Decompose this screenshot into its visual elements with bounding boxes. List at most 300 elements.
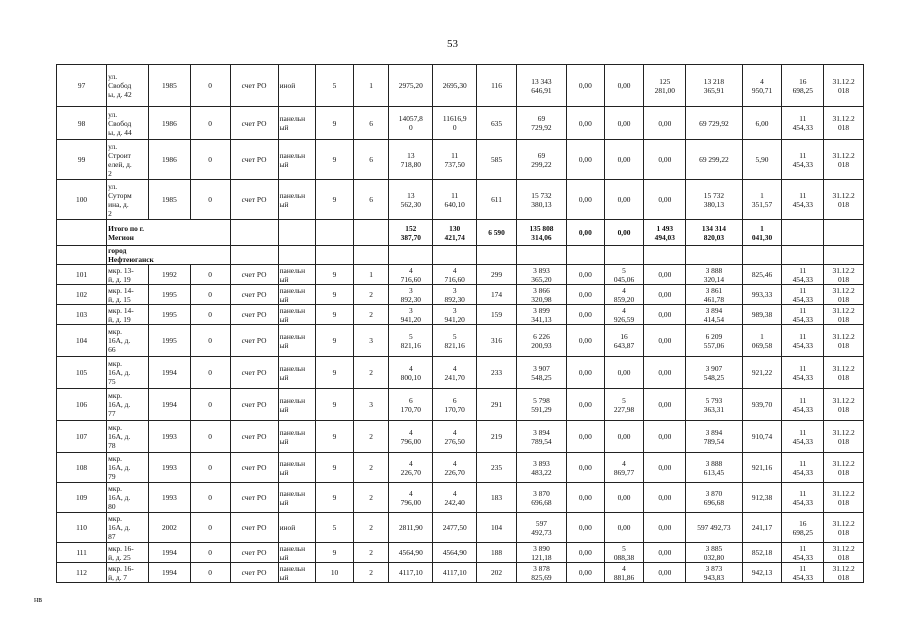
table-cell: 4 716,60 <box>389 265 433 285</box>
page-number: 53 <box>447 38 458 50</box>
table-cell: 3 890 121,18 <box>516 543 566 563</box>
table-cell: 3 861 461,78 <box>686 285 742 305</box>
table-row <box>57 265 864 285</box>
table-cell: 9 <box>316 421 354 453</box>
table-cell: 2811,90 <box>389 513 433 543</box>
table-cell: панельн ый <box>278 543 316 563</box>
table-cell: счет РО <box>230 305 278 325</box>
table-cell: 1994 <box>148 389 190 421</box>
table-row <box>57 563 864 583</box>
table-cell: мкр. 13- й, д. 19 <box>107 265 149 285</box>
table-cell: 31.12.2 018 <box>824 107 864 140</box>
table-cell: 0 <box>190 563 230 583</box>
table-cell: 202 <box>477 563 517 583</box>
table-cell: 299 <box>477 265 517 285</box>
table-cell: 0,00 <box>644 513 686 543</box>
table-cell: 11 454,33 <box>782 357 824 389</box>
table-cell: 31.12.2 018 <box>824 305 864 325</box>
table-cell: 10 <box>316 563 354 583</box>
table-cell: 910,74 <box>742 421 782 453</box>
table-cell: 0,00 <box>644 265 686 285</box>
table-cell: 174 <box>477 285 517 305</box>
table-cell: 0,00 <box>567 305 605 325</box>
table-cell: 11 454,33 <box>782 389 824 421</box>
table-cell: 0 <box>190 389 230 421</box>
table-cell: 3 907 548,25 <box>516 357 566 389</box>
table-cell: 1994 <box>148 563 190 583</box>
table-cell: 183 <box>477 483 517 513</box>
table-cell: 130 421,74 <box>433 220 477 246</box>
table-cell: 0,00 <box>644 357 686 389</box>
table-cell: 31.12.2 018 <box>824 65 864 107</box>
table-cell: 1986 <box>148 107 190 140</box>
table-cell: 69 299,22 <box>686 140 742 180</box>
table-cell: 4 800,10 <box>389 357 433 389</box>
table-cell: 1985 <box>148 65 190 107</box>
table-cell <box>278 220 316 246</box>
table-cell: 102 <box>57 285 107 305</box>
table-cell: 5 <box>316 513 354 543</box>
table-cell: 1993 <box>148 453 190 483</box>
table-cell: 116 <box>477 65 517 107</box>
table-cell <box>782 220 824 246</box>
table-cell: 4 241,70 <box>433 357 477 389</box>
table-cell: мкр. 14- й, д. 15 <box>107 285 149 305</box>
table-cell: 6 209 557,06 <box>686 325 742 357</box>
table-cell <box>782 246 824 265</box>
table-cell: панельн ый <box>278 140 316 180</box>
table-cell: 1986 <box>148 140 190 180</box>
table-cell: 4 926,59 <box>604 305 644 325</box>
table-cell: 0,00 <box>644 453 686 483</box>
table-cell: 0,00 <box>567 513 605 543</box>
table-cell: 597 492,73 <box>686 513 742 543</box>
table-cell: 4564,90 <box>433 543 477 563</box>
table-cell: 11 454,33 <box>782 140 824 180</box>
table-cell: 9 <box>316 483 354 513</box>
table-cell: 9 <box>316 357 354 389</box>
table-cell: 3 899 341,13 <box>516 305 566 325</box>
table-cell: 16 643,87 <box>604 325 644 357</box>
table-cell: счет РО <box>230 483 278 513</box>
table-cell: 11 454,33 <box>782 265 824 285</box>
table-row <box>57 453 864 483</box>
table-cell: счет РО <box>230 389 278 421</box>
table-cell <box>230 246 278 265</box>
table-cell: 31.12.2 018 <box>824 265 864 285</box>
table-row <box>57 543 864 563</box>
table-cell: 6 <box>353 107 389 140</box>
footer-mark: нв <box>34 595 43 604</box>
table-cell: 0,00 <box>604 65 644 107</box>
table-row <box>57 483 864 513</box>
table-cell: 0,00 <box>604 483 644 513</box>
table-cell: 912,38 <box>742 483 782 513</box>
table-cell: 1985 <box>148 180 190 220</box>
table-cell: 5 793 363,31 <box>686 389 742 421</box>
city-header-row <box>57 246 864 265</box>
table-cell: 5 227,98 <box>604 389 644 421</box>
table-cell: 3 <box>353 325 389 357</box>
table-cell: 98 <box>57 107 107 140</box>
table-cell: 0 <box>190 357 230 389</box>
housing-register-table <box>56 64 864 583</box>
table-row <box>57 325 864 357</box>
table-cell: 0,00 <box>567 563 605 583</box>
table-cell: панельн ый <box>278 483 316 513</box>
table-cell: панельн ый <box>278 389 316 421</box>
table-cell: 105 <box>57 357 107 389</box>
table-cell: 0 <box>190 543 230 563</box>
table-cell: 1 <box>353 65 389 107</box>
table-cell: 0,00 <box>567 389 605 421</box>
table-cell: мкр. 16А, д. 78 <box>107 421 149 453</box>
table-cell <box>567 246 605 265</box>
table-cell: 0,00 <box>567 65 605 107</box>
table-cell: 11 454,33 <box>782 543 824 563</box>
table-cell: мкр. 16А, д. 77 <box>107 389 149 421</box>
table-cell: счет РО <box>230 285 278 305</box>
table-cell: 2975,20 <box>389 65 433 107</box>
table-cell: 2 <box>353 305 389 325</box>
table-cell: 31.12.2 018 <box>824 389 864 421</box>
table-cell: иной <box>278 513 316 543</box>
table-cell: 5 798 591,29 <box>516 389 566 421</box>
table-row <box>57 357 864 389</box>
table-cell: 4 950,71 <box>742 65 782 107</box>
table-cell: 13 562,30 <box>389 180 433 220</box>
table-cell: 31.12.2 018 <box>824 325 864 357</box>
table-row <box>57 107 864 140</box>
table-row <box>57 180 864 220</box>
table-cell: 1995 <box>148 305 190 325</box>
table-cell: 11 737,50 <box>433 140 477 180</box>
table-cell: 4 226,70 <box>433 453 477 483</box>
table-cell: 0,00 <box>567 483 605 513</box>
table-cell: 0 <box>190 285 230 305</box>
table-cell: 112 <box>57 563 107 583</box>
table-cell: 0,00 <box>644 389 686 421</box>
table-cell: 3 870 696,68 <box>516 483 566 513</box>
table-cell <box>824 246 864 265</box>
table-cell <box>57 220 107 246</box>
total-row <box>57 220 864 246</box>
table-cell: ул. Суторм ина, д. 2 <box>107 180 149 220</box>
table-cell: 993,33 <box>742 285 782 305</box>
table-cell: счет РО <box>230 513 278 543</box>
table-cell: 5 <box>316 65 354 107</box>
table-cell: 3 893 483,22 <box>516 453 566 483</box>
table-cell: 2695,30 <box>433 65 477 107</box>
table-row <box>57 65 864 107</box>
table-cell: 13 718,80 <box>389 140 433 180</box>
table-cell: ул. Свобод ы, д. 44 <box>107 107 149 140</box>
table-cell: 134 314 820,03 <box>686 220 742 246</box>
table-cell: 0,00 <box>644 305 686 325</box>
table-cell: 825,46 <box>742 265 782 285</box>
table-cell: 11616,9 0 <box>433 107 477 140</box>
table-cell: 3 892,30 <box>389 285 433 305</box>
table-cell: 0 <box>190 107 230 140</box>
table-cell: 100 <box>57 180 107 220</box>
table-cell: 9 <box>316 265 354 285</box>
table-cell: мкр. 16- й, д. 25 <box>107 543 149 563</box>
table-cell: 31.12.2 018 <box>824 563 864 583</box>
table-cell: счет РО <box>230 265 278 285</box>
table-cell: 0,00 <box>567 180 605 220</box>
table-cell: 110 <box>57 513 107 543</box>
table-cell: 235 <box>477 453 517 483</box>
table-cell: 0 <box>190 513 230 543</box>
table-cell: 69 729,92 <box>516 107 566 140</box>
table-cell: 0 <box>190 305 230 325</box>
table-cell: 11 454,33 <box>782 453 824 483</box>
table-cell: 3 907 548,25 <box>686 357 742 389</box>
table-cell: 1995 <box>148 285 190 305</box>
table-cell <box>516 246 566 265</box>
total-label: Итого по г. Мегион <box>107 220 230 246</box>
table-cell: счет РО <box>230 543 278 563</box>
table-cell: 104 <box>57 325 107 357</box>
city-label: город Нефтеюганск <box>107 246 230 265</box>
table-cell: 0,00 <box>644 543 686 563</box>
table-cell: 4 881,86 <box>604 563 644 583</box>
table-cell: 1992 <box>148 265 190 285</box>
table-cell: 635 <box>477 107 517 140</box>
table-cell: иной <box>278 65 316 107</box>
table-cell: 1993 <box>148 421 190 453</box>
table-cell: 3 870 696,68 <box>686 483 742 513</box>
table-cell: 1994 <box>148 543 190 563</box>
table-cell: 4 226,70 <box>389 453 433 483</box>
table-cell: 3 888 320,14 <box>686 265 742 285</box>
table-cell: 0,00 <box>567 107 605 140</box>
table-cell: мкр. 16А, д. 80 <box>107 483 149 513</box>
table-cell: 16 698,25 <box>782 513 824 543</box>
table-cell: 4 716,60 <box>433 265 477 285</box>
table-cell: 1993 <box>148 483 190 513</box>
table-cell: 6 170,70 <box>433 389 477 421</box>
table-cell <box>316 246 354 265</box>
table-cell: 5 821,16 <box>389 325 433 357</box>
table-cell: 0,00 <box>644 140 686 180</box>
table-cell: панельн ый <box>278 563 316 583</box>
table-cell <box>824 220 864 246</box>
table-cell: 0,00 <box>567 357 605 389</box>
table-cell: 0,00 <box>604 513 644 543</box>
table-cell: 6 226 200,93 <box>516 325 566 357</box>
table-cell: 2 <box>353 285 389 305</box>
table-cell: 219 <box>477 421 517 453</box>
table-cell <box>353 220 389 246</box>
table-cell: счет РО <box>230 107 278 140</box>
table-cell: 3 873 943,83 <box>686 563 742 583</box>
table-cell: 0,00 <box>644 180 686 220</box>
table-row <box>57 285 864 305</box>
table-cell: 152 387,70 <box>389 220 433 246</box>
table-cell: 4 869,77 <box>604 453 644 483</box>
table-cell <box>433 246 477 265</box>
table-cell: панельн ый <box>278 285 316 305</box>
table-cell: 31.12.2 018 <box>824 513 864 543</box>
table-cell: 233 <box>477 357 517 389</box>
table-cell: 31.12.2 018 <box>824 543 864 563</box>
table-cell: 2002 <box>148 513 190 543</box>
table-cell: 109 <box>57 483 107 513</box>
table-cell <box>278 246 316 265</box>
table-cell: 921,16 <box>742 453 782 483</box>
table-cell: счет РО <box>230 453 278 483</box>
table-cell: 4 276,50 <box>433 421 477 453</box>
table-cell: 13 343 646,91 <box>516 65 566 107</box>
table-cell: 3 894 414,54 <box>686 305 742 325</box>
table-cell: 6 <box>353 180 389 220</box>
table-cell: мкр. 16А, д. 75 <box>107 357 149 389</box>
table-cell: мкр. 16А, д. 66 <box>107 325 149 357</box>
table-cell: 2 <box>353 483 389 513</box>
table-cell: 0 <box>190 421 230 453</box>
table-cell: 3 892,30 <box>433 285 477 305</box>
table-cell: 101 <box>57 265 107 285</box>
table-cell: 3 888 613,45 <box>686 453 742 483</box>
table-cell: 0,00 <box>567 265 605 285</box>
table-cell: 11 454,33 <box>782 180 824 220</box>
table-cell: 2 <box>353 357 389 389</box>
table-cell: 0,00 <box>567 220 605 246</box>
table-cell: 2 <box>353 563 389 583</box>
table-cell: 5 045,06 <box>604 265 644 285</box>
table-cell: 1 493 494,03 <box>644 220 686 246</box>
table-cell: счет РО <box>230 357 278 389</box>
table-cell: 5 088,38 <box>604 543 644 563</box>
table-cell: панельн ый <box>278 357 316 389</box>
table-cell: 125 281,00 <box>644 65 686 107</box>
table-cell: мкр. 16- й, д. 7 <box>107 563 149 583</box>
table-row <box>57 305 864 325</box>
table-cell: мкр. 14- й, д. 19 <box>107 305 149 325</box>
table-cell: 9 <box>316 325 354 357</box>
table-row <box>57 389 864 421</box>
table-cell: 9 <box>316 285 354 305</box>
table-cell: 3 866 320,98 <box>516 285 566 305</box>
table-cell: 4 796,00 <box>389 483 433 513</box>
table-cell: 3 <box>353 389 389 421</box>
table-cell: панельн ый <box>278 305 316 325</box>
table-cell: 14057,8 0 <box>389 107 433 140</box>
table-cell: 4 859,20 <box>604 285 644 305</box>
table-cell: 3 885 032,80 <box>686 543 742 563</box>
table-cell: 31.12.2 018 <box>824 140 864 180</box>
table-cell: 0,00 <box>644 285 686 305</box>
table-cell <box>686 246 742 265</box>
table-cell: 11 640,10 <box>433 180 477 220</box>
table-cell: 0,00 <box>644 563 686 583</box>
table-cell: счет РО <box>230 180 278 220</box>
table-cell: 921,22 <box>742 357 782 389</box>
table-cell: 11 454,33 <box>782 107 824 140</box>
table-cell: 106 <box>57 389 107 421</box>
table-cell: 0,00 <box>644 107 686 140</box>
table-cell: 2477,50 <box>433 513 477 543</box>
table-cell: 0,00 <box>567 285 605 305</box>
table-cell: 3 894 789,54 <box>686 421 742 453</box>
table-cell <box>644 246 686 265</box>
table-cell: 0,00 <box>567 453 605 483</box>
table-cell: 135 808 314,06 <box>516 220 566 246</box>
table-cell: 0 <box>190 265 230 285</box>
table-cell: панельн ый <box>278 453 316 483</box>
table-cell: 0,00 <box>567 421 605 453</box>
table-cell: 1 069,58 <box>742 325 782 357</box>
table-cell: 0,00 <box>604 140 644 180</box>
table-cell: 611 <box>477 180 517 220</box>
table-cell: 4 796,00 <box>389 421 433 453</box>
table-cell: 3 941,20 <box>433 305 477 325</box>
table-cell <box>604 246 644 265</box>
table-cell: 939,70 <box>742 389 782 421</box>
table-cell: счет РО <box>230 325 278 357</box>
table-cell: 2 <box>353 513 389 543</box>
table-cell: панельн ый <box>278 325 316 357</box>
table-cell <box>353 246 389 265</box>
table-cell: 0,00 <box>567 325 605 357</box>
table-cell: 31.12.2 018 <box>824 453 864 483</box>
table-cell <box>477 246 517 265</box>
table-cell: панельн ый <box>278 421 316 453</box>
table-cell: 103 <box>57 305 107 325</box>
table-cell: 31.12.2 018 <box>824 357 864 389</box>
table-cell: 0 <box>190 483 230 513</box>
table-cell: счет РО <box>230 421 278 453</box>
table-cell: 69 299,22 <box>516 140 566 180</box>
table-cell: 104 <box>477 513 517 543</box>
table-cell: 108 <box>57 453 107 483</box>
table-cell: 9 <box>316 305 354 325</box>
table-cell: 159 <box>477 305 517 325</box>
table-cell: 0,00 <box>644 483 686 513</box>
table-cell: 6 <box>353 140 389 180</box>
table-row <box>57 513 864 543</box>
table-cell <box>389 246 433 265</box>
table-cell: 0 <box>190 65 230 107</box>
table-cell: 6,00 <box>742 107 782 140</box>
table-cell: мкр. 16А, д. 87 <box>107 513 149 543</box>
table-cell: 241,17 <box>742 513 782 543</box>
table-cell <box>230 220 278 246</box>
table-cell: 9 <box>316 453 354 483</box>
table-cell: 4564,90 <box>389 543 433 563</box>
table-row <box>57 140 864 180</box>
table-cell: счет РО <box>230 140 278 180</box>
table-cell: 4117,10 <box>433 563 477 583</box>
table-cell: панельн ый <box>278 180 316 220</box>
table-row <box>57 421 864 453</box>
table-cell: 11 454,33 <box>782 421 824 453</box>
table-cell <box>742 246 782 265</box>
table-cell: счет РО <box>230 65 278 107</box>
table-cell: панельн ый <box>278 107 316 140</box>
table-cell: 0 <box>190 140 230 180</box>
table-cell: 585 <box>477 140 517 180</box>
table-cell: 0,00 <box>604 180 644 220</box>
table-cell: 6 590 <box>477 220 517 246</box>
table-cell: 316 <box>477 325 517 357</box>
table-cell: 0,00 <box>644 421 686 453</box>
table-cell: мкр. 16А, д. 79 <box>107 453 149 483</box>
table-cell: 111 <box>57 543 107 563</box>
table-cell: 989,38 <box>742 305 782 325</box>
table-cell: 107 <box>57 421 107 453</box>
